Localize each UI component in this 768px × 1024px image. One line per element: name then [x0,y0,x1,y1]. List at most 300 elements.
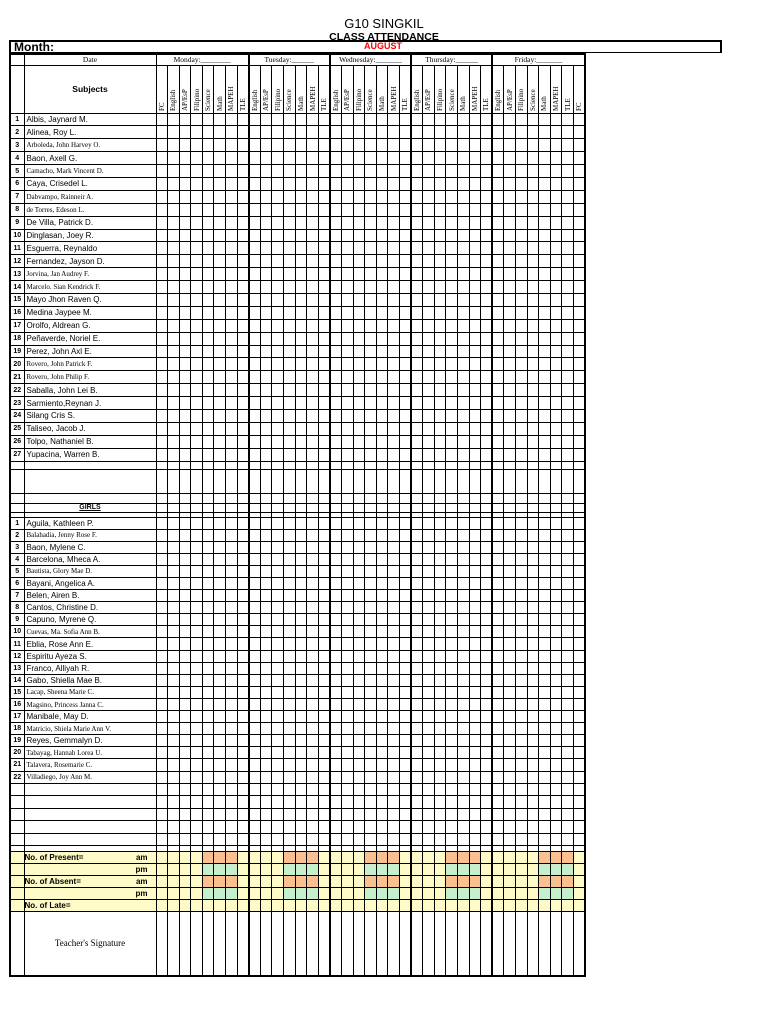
attendance-cell[interactable] [388,435,400,448]
attendance-cell[interactable] [504,397,516,410]
attendance-cell[interactable] [376,319,388,332]
attendance-cell[interactable] [411,614,423,626]
attendance-cell[interactable] [307,796,319,809]
attendance-cell[interactable] [411,821,423,834]
attendance-cell[interactable] [272,165,284,178]
attendance-cell[interactable] [260,493,272,503]
attendance-cell[interactable] [469,662,481,674]
attendance-cell[interactable] [539,771,551,783]
attendance-cell[interactable] [191,435,203,448]
summary-cell[interactable] [284,876,296,888]
summary-cell[interactable] [284,864,296,876]
attendance-cell[interactable] [539,281,551,294]
attendance-cell[interactable] [260,503,272,512]
attendance-cell[interactable] [156,759,168,771]
attendance-cell[interactable] [307,686,319,698]
attendance-cell[interactable] [550,650,562,662]
attendance-cell[interactable] [434,529,446,541]
attendance-cell[interactable] [365,397,377,410]
attendance-cell[interactable] [492,759,504,771]
attendance-cell[interactable] [237,332,249,345]
attendance-cell[interactable] [446,833,458,846]
attendance-cell[interactable] [202,821,214,834]
attendance-cell[interactable] [550,165,562,178]
attendance-cell[interactable] [527,783,539,796]
attendance-cell[interactable] [423,268,435,281]
attendance-cell[interactable] [191,493,203,503]
attendance-cell[interactable] [562,371,574,384]
attendance-cell[interactable] [191,165,203,178]
attendance-cell[interactable] [272,529,284,541]
attendance-cell[interactable] [318,268,330,281]
attendance-cell[interactable] [562,565,574,577]
attendance-cell[interactable] [168,345,180,358]
attendance-cell[interactable] [469,461,481,469]
attendance-cell[interactable] [469,650,481,662]
attendance-cell[interactable] [168,139,180,152]
attendance-cell[interactable] [562,281,574,294]
attendance-cell[interactable] [562,126,574,139]
attendance-cell[interactable] [284,384,296,397]
attendance-cell[interactable] [527,255,539,268]
summary-cell[interactable] [388,876,400,888]
attendance-cell[interactable] [481,503,493,512]
attendance-cell[interactable] [573,139,585,152]
attendance-cell[interactable] [481,242,493,255]
attendance-cell[interactable] [539,165,551,178]
attendance-cell[interactable] [573,723,585,735]
attendance-cell[interactable] [365,203,377,216]
attendance-cell[interactable] [214,783,226,796]
attendance-cell[interactable] [527,771,539,783]
summary-cell[interactable] [550,888,562,900]
attendance-cell[interactable] [562,255,574,268]
summary-cell[interactable] [376,876,388,888]
attendance-cell[interactable] [457,674,469,686]
attendance-cell[interactable] [295,448,307,461]
attendance-cell[interactable] [365,268,377,281]
summary-cell[interactable] [481,900,493,912]
attendance-cell[interactable] [226,614,238,626]
attendance-cell[interactable] [423,319,435,332]
attendance-cell[interactable] [469,229,481,242]
attendance-cell[interactable] [353,469,365,493]
summary-cell[interactable] [342,888,354,900]
summary-cell[interactable] [573,864,585,876]
attendance-cell[interactable] [191,281,203,294]
attendance-cell[interactable] [237,229,249,242]
attendance-cell[interactable] [307,578,319,590]
attendance-cell[interactable] [388,553,400,565]
attendance-cell[interactable] [527,821,539,834]
attendance-cell[interactable] [330,281,342,294]
attendance-cell[interactable] [202,165,214,178]
attendance-cell[interactable] [330,152,342,165]
attendance-cell[interactable] [260,723,272,735]
attendance-cell[interactable] [249,662,261,674]
attendance-cell[interactable] [365,529,377,541]
summary-cell[interactable] [539,864,551,876]
attendance-cell[interactable] [202,461,214,469]
attendance-cell[interactable] [353,517,365,529]
attendance-cell[interactable] [330,409,342,422]
attendance-cell[interactable] [307,553,319,565]
summary-cell[interactable] [260,888,272,900]
attendance-cell[interactable] [376,461,388,469]
summary-cell[interactable] [550,876,562,888]
attendance-cell[interactable] [388,229,400,242]
attendance-cell[interactable] [492,345,504,358]
attendance-cell[interactable] [399,771,411,783]
attendance-cell[interactable] [573,698,585,710]
attendance-cell[interactable] [515,319,527,332]
attendance-cell[interactable] [330,578,342,590]
attendance-cell[interactable] [539,674,551,686]
attendance-cell[interactable] [469,332,481,345]
attendance-cell[interactable] [562,590,574,602]
attendance-cell[interactable] [388,771,400,783]
attendance-cell[interactable] [469,435,481,448]
attendance-cell[interactable] [330,493,342,503]
attendance-cell[interactable] [295,662,307,674]
attendance-cell[interactable] [272,216,284,229]
attendance-cell[interactable] [191,698,203,710]
summary-cell[interactable] [168,852,180,864]
attendance-cell[interactable] [423,255,435,268]
attendance-cell[interactable] [376,493,388,503]
attendance-cell[interactable] [434,152,446,165]
attendance-cell[interactable] [527,319,539,332]
attendance-cell[interactable] [226,503,238,512]
attendance-cell[interactable] [492,293,504,306]
attendance-cell[interactable] [573,345,585,358]
attendance-cell[interactable] [481,796,493,809]
attendance-cell[interactable] [388,242,400,255]
attendance-cell[interactable] [376,190,388,203]
attendance-cell[interactable] [202,281,214,294]
attendance-cell[interactable] [550,397,562,410]
attendance-cell[interactable] [342,332,354,345]
attendance-cell[interactable] [179,614,191,626]
attendance-cell[interactable] [376,771,388,783]
attendance-cell[interactable] [249,319,261,332]
attendance-cell[interactable] [434,293,446,306]
summary-cell[interactable] [295,900,307,912]
attendance-cell[interactable] [550,796,562,809]
attendance-cell[interactable] [492,469,504,493]
attendance-cell[interactable] [179,152,191,165]
attendance-cell[interactable] [481,319,493,332]
attendance-cell[interactable] [492,306,504,319]
attendance-cell[interactable] [318,796,330,809]
attendance-cell[interactable] [191,674,203,686]
attendance-cell[interactable] [249,735,261,747]
attendance-cell[interactable] [237,783,249,796]
attendance-cell[interactable] [318,771,330,783]
attendance-cell[interactable] [342,177,354,190]
attendance-cell[interactable] [202,553,214,565]
attendance-cell[interactable] [237,698,249,710]
summary-cell[interactable] [179,888,191,900]
summary-cell[interactable] [260,864,272,876]
attendance-cell[interactable] [388,358,400,371]
attendance-cell[interactable] [226,113,238,126]
attendance-cell[interactable] [249,371,261,384]
summary-cell[interactable] [295,864,307,876]
attendance-cell[interactable] [191,735,203,747]
attendance-cell[interactable] [411,293,423,306]
attendance-cell[interactable] [202,203,214,216]
attendance-cell[interactable] [284,152,296,165]
attendance-cell[interactable] [191,541,203,553]
attendance-cell[interactable] [550,126,562,139]
attendance-cell[interactable] [318,139,330,152]
attendance-cell[interactable] [168,638,180,650]
attendance-cell[interactable] [515,686,527,698]
attendance-cell[interactable] [284,435,296,448]
summary-cell[interactable] [446,852,458,864]
attendance-cell[interactable] [573,113,585,126]
attendance-cell[interactable] [179,912,191,976]
attendance-cell[interactable] [179,747,191,759]
attendance-cell[interactable] [469,614,481,626]
attendance-cell[interactable] [214,242,226,255]
attendance-cell[interactable] [481,358,493,371]
attendance-cell[interactable] [504,759,516,771]
attendance-cell[interactable] [272,177,284,190]
attendance-cell[interactable] [353,435,365,448]
attendance-cell[interactable] [249,216,261,229]
attendance-cell[interactable] [573,358,585,371]
attendance-cell[interactable] [318,650,330,662]
attendance-cell[interactable] [399,177,411,190]
attendance-cell[interactable] [156,435,168,448]
attendance-cell[interactable] [237,808,249,821]
attendance-cell[interactable] [179,306,191,319]
summary-cell[interactable] [504,900,516,912]
summary-cell[interactable] [179,900,191,912]
attendance-cell[interactable] [434,796,446,809]
attendance-cell[interactable] [284,541,296,553]
attendance-cell[interactable] [539,529,551,541]
attendance-cell[interactable] [179,229,191,242]
attendance-cell[interactable] [446,345,458,358]
attendance-cell[interactable] [179,469,191,493]
attendance-cell[interactable] [376,422,388,435]
attendance-cell[interactable] [295,808,307,821]
attendance-cell[interactable] [202,306,214,319]
attendance-cell[interactable] [411,735,423,747]
attendance-cell[interactable] [539,358,551,371]
attendance-cell[interactable] [399,698,411,710]
attendance-cell[interactable] [388,268,400,281]
attendance-cell[interactable] [504,686,516,698]
attendance-cell[interactable] [376,448,388,461]
attendance-cell[interactable] [191,152,203,165]
summary-cell[interactable] [376,888,388,900]
attendance-cell[interactable] [226,469,238,493]
summary-cell[interactable] [388,888,400,900]
attendance-cell[interactable] [411,469,423,493]
attendance-cell[interactable] [237,397,249,410]
attendance-cell[interactable] [515,126,527,139]
attendance-cell[interactable] [411,771,423,783]
attendance-cell[interactable] [469,345,481,358]
attendance-cell[interactable] [539,711,551,723]
attendance-cell[interactable] [539,808,551,821]
attendance-cell[interactable] [191,796,203,809]
attendance-cell[interactable] [504,783,516,796]
summary-cell[interactable] [446,876,458,888]
attendance-cell[interactable] [434,319,446,332]
attendance-cell[interactable] [202,698,214,710]
attendance-cell[interactable] [353,152,365,165]
attendance-cell[interactable] [481,469,493,493]
attendance-cell[interactable] [365,293,377,306]
attendance-cell[interactable] [226,409,238,422]
attendance-cell[interactable] [237,165,249,178]
attendance-cell[interactable] [272,461,284,469]
attendance-cell[interactable] [353,177,365,190]
attendance-cell[interactable] [457,126,469,139]
attendance-cell[interactable] [365,565,377,577]
attendance-cell[interactable] [469,626,481,638]
attendance-cell[interactable] [469,517,481,529]
attendance-cell[interactable] [191,771,203,783]
attendance-cell[interactable] [272,553,284,565]
attendance-cell[interactable] [376,397,388,410]
attendance-cell[interactable] [492,833,504,846]
attendance-cell[interactable] [515,229,527,242]
attendance-cell[interactable] [272,578,284,590]
attendance-cell[interactable] [365,469,377,493]
attendance-cell[interactable] [295,242,307,255]
attendance-cell[interactable] [237,203,249,216]
attendance-cell[interactable] [342,517,354,529]
attendance-cell[interactable] [191,590,203,602]
attendance-cell[interactable] [481,190,493,203]
summary-cell[interactable] [284,852,296,864]
attendance-cell[interactable] [237,578,249,590]
attendance-cell[interactable] [504,771,516,783]
attendance-cell[interactable] [318,306,330,319]
attendance-cell[interactable] [214,578,226,590]
attendance-cell[interactable] [191,268,203,281]
attendance-cell[interactable] [399,255,411,268]
attendance-cell[interactable] [260,626,272,638]
attendance-cell[interactable] [272,152,284,165]
attendance-cell[interactable] [434,139,446,152]
attendance-cell[interactable] [284,602,296,614]
attendance-cell[interactable] [515,371,527,384]
attendance-cell[interactable] [411,448,423,461]
summary-cell[interactable] [527,864,539,876]
attendance-cell[interactable] [411,747,423,759]
attendance-cell[interactable] [504,332,516,345]
attendance-cell[interactable] [550,306,562,319]
attendance-cell[interactable] [353,578,365,590]
attendance-cell[interactable] [365,384,377,397]
attendance-cell[interactable] [492,268,504,281]
attendance-cell[interactable] [515,723,527,735]
attendance-cell[interactable] [318,113,330,126]
summary-cell[interactable] [481,864,493,876]
attendance-cell[interactable] [434,397,446,410]
attendance-cell[interactable] [539,113,551,126]
attendance-cell[interactable] [342,152,354,165]
attendance-cell[interactable] [272,126,284,139]
attendance-cell[interactable] [307,602,319,614]
attendance-cell[interactable] [342,662,354,674]
attendance-cell[interactable] [527,448,539,461]
attendance-cell[interactable] [492,190,504,203]
attendance-cell[interactable] [365,409,377,422]
attendance-cell[interactable] [550,371,562,384]
attendance-cell[interactable] [318,152,330,165]
attendance-cell[interactable] [156,216,168,229]
attendance-cell[interactable] [539,435,551,448]
attendance-cell[interactable] [423,590,435,602]
attendance-cell[interactable] [457,735,469,747]
attendance-cell[interactable] [342,461,354,469]
attendance-cell[interactable] [353,113,365,126]
attendance-cell[interactable] [353,293,365,306]
attendance-cell[interactable] [168,177,180,190]
attendance-cell[interactable] [423,229,435,242]
attendance-cell[interactable] [249,281,261,294]
attendance-cell[interactable] [469,319,481,332]
attendance-cell[interactable] [307,783,319,796]
attendance-cell[interactable] [353,711,365,723]
attendance-cell[interactable] [284,723,296,735]
attendance-cell[interactable] [330,422,342,435]
attendance-cell[interactable] [191,783,203,796]
attendance-cell[interactable] [527,565,539,577]
attendance-cell[interactable] [573,626,585,638]
attendance-cell[interactable] [365,711,377,723]
attendance-cell[interactable] [550,674,562,686]
attendance-cell[interactable] [226,345,238,358]
attendance-cell[interactable] [284,711,296,723]
attendance-cell[interactable] [388,319,400,332]
attendance-cell[interactable] [434,384,446,397]
attendance-cell[interactable] [249,711,261,723]
summary-cell[interactable] [191,888,203,900]
attendance-cell[interactable] [295,529,307,541]
attendance-cell[interactable] [284,529,296,541]
attendance-cell[interactable] [330,229,342,242]
attendance-cell[interactable] [318,517,330,529]
summary-cell[interactable] [272,888,284,900]
attendance-cell[interactable] [446,152,458,165]
attendance-cell[interactable] [191,759,203,771]
attendance-cell[interactable] [168,650,180,662]
attendance-cell[interactable] [330,319,342,332]
attendance-cell[interactable] [527,397,539,410]
attendance-cell[interactable] [295,796,307,809]
attendance-cell[interactable] [399,435,411,448]
attendance-cell[interactable] [179,358,191,371]
attendance-cell[interactable] [423,435,435,448]
attendance-cell[interactable] [434,833,446,846]
attendance-cell[interactable] [179,602,191,614]
summary-cell[interactable] [376,900,388,912]
attendance-cell[interactable] [179,397,191,410]
attendance-cell[interactable] [469,397,481,410]
attendance-cell[interactable] [179,371,191,384]
attendance-cell[interactable] [318,422,330,435]
attendance-cell[interactable] [249,306,261,319]
